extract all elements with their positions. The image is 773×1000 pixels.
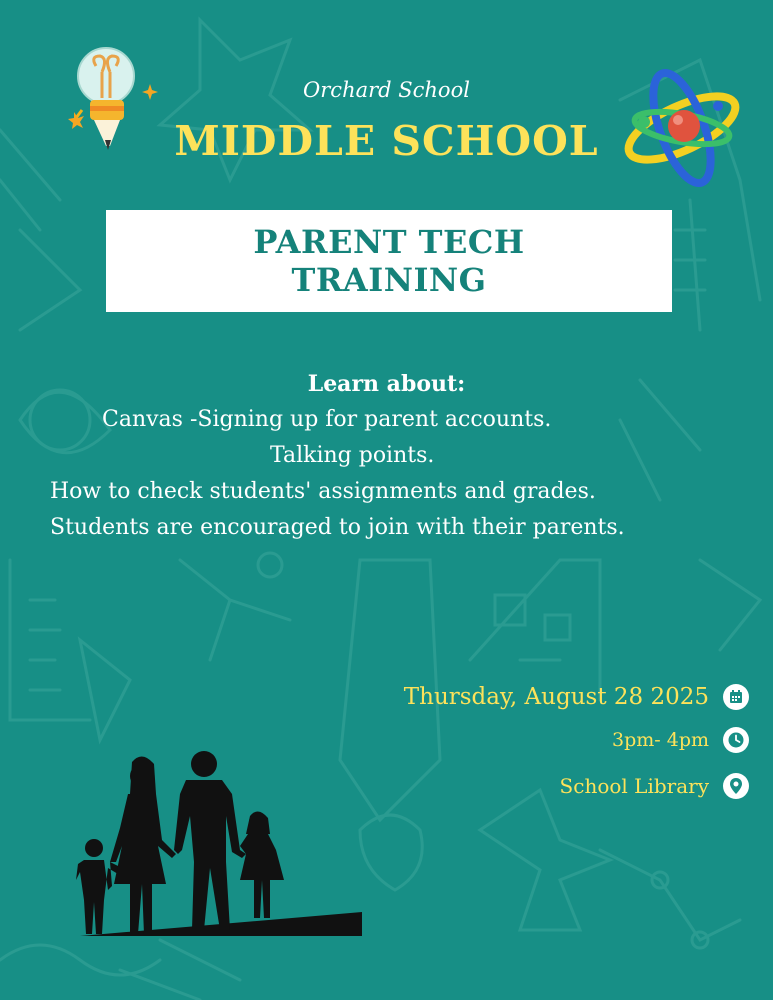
event-location: School Library [559, 774, 709, 798]
headline: MIDDLE SCHOOL [174, 117, 599, 165]
family-silhouette [70, 750, 370, 940]
content-line: Students are encouraged to join with their parents. [50, 515, 625, 540]
calendar-icon [723, 684, 749, 710]
title-line-2: TRAINING [291, 261, 487, 299]
content-line: Canvas -Signing up for parent accounts. [102, 407, 552, 432]
content-block [0, 366, 773, 546]
content-line: Talking points. [270, 443, 435, 468]
map-pin-icon [723, 773, 749, 799]
school-name: Orchard School [303, 78, 470, 102]
event-date-row [404, 684, 749, 710]
event-location-row [560, 773, 749, 799]
event-date: Thursday, August 28 2025 [403, 684, 709, 710]
learn-heading: Learn about: [307, 371, 466, 397]
title-box [106, 210, 672, 312]
clock-icon [723, 727, 749, 753]
title-line-1: PARENT TECH [253, 223, 525, 261]
content-line: How to check students' assignments and grades. [50, 479, 596, 504]
event-time: 3pm- 4pm [612, 729, 709, 751]
event-time-row [612, 727, 749, 753]
